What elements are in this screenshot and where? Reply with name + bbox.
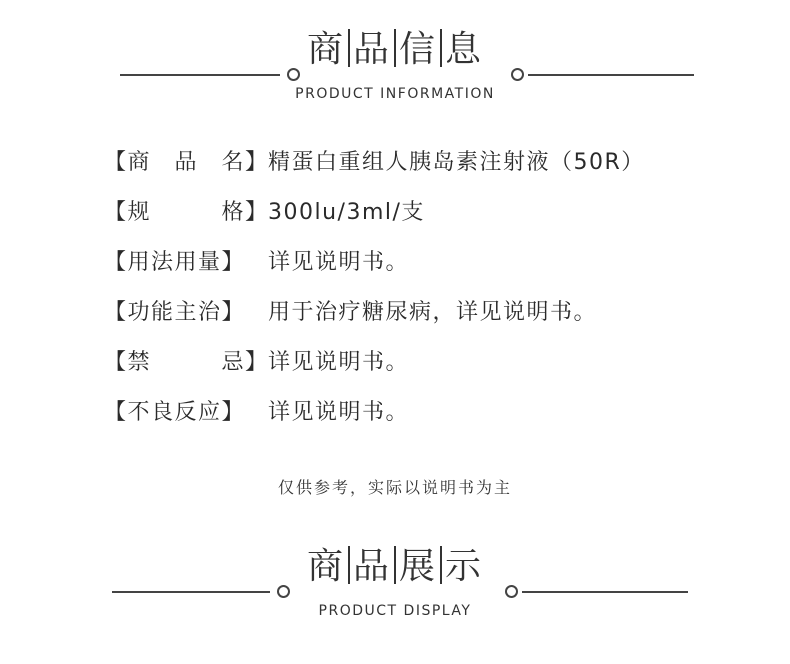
product-info-list xyxy=(104,145,744,445)
info-value: 详见说明书。 xyxy=(268,250,410,275)
title-char: 商 xyxy=(306,29,345,70)
info-label: 【用法用量】 xyxy=(104,250,246,275)
product-display-header xyxy=(0,545,790,619)
info-value: 详见说明书。 xyxy=(268,350,410,375)
info-value: 精蛋白重组人胰岛素注射液（50R） xyxy=(268,150,645,175)
section-subtitle: PRODUCT INFORMATION xyxy=(295,86,495,102)
title-char: 品 xyxy=(352,546,391,587)
title-char: 品 xyxy=(352,29,391,70)
header-right-line xyxy=(522,591,688,593)
info-value: 300lu/3ml/支 xyxy=(268,200,425,225)
title-char: 息 xyxy=(445,29,484,70)
info-value: 用于治疗糖尿病，详见说明书。 xyxy=(268,300,598,325)
info-label: 【不良反应】 xyxy=(104,400,246,425)
info-row-usage xyxy=(104,245,744,295)
info-row-name xyxy=(104,145,744,195)
header-right-line xyxy=(528,74,694,76)
title-char: 展 xyxy=(399,546,438,587)
section-subtitle: PRODUCT DISPLAY xyxy=(318,603,472,619)
title-char: 示 xyxy=(445,546,484,587)
product-information-header xyxy=(0,28,790,102)
title-char: 信 xyxy=(399,29,438,70)
info-label: 【商 品 名】 xyxy=(104,150,269,175)
section-title xyxy=(0,28,790,72)
info-label: 【禁 忌】 xyxy=(104,350,269,375)
info-row-contraindication xyxy=(104,345,744,395)
title-char: 商 xyxy=(306,546,345,587)
info-row-adverse-reactions xyxy=(104,395,744,445)
disclaimer-note: 仅供参考，实际以说明书为主 xyxy=(277,478,512,497)
info-label: 【规 格】 xyxy=(104,200,269,225)
header-left-line xyxy=(112,591,270,593)
info-label: 【功能主治】 xyxy=(104,300,246,325)
info-row-indication xyxy=(104,295,744,345)
section-title xyxy=(0,545,790,589)
info-value: 详见说明书。 xyxy=(268,400,410,425)
info-row-spec xyxy=(104,195,744,245)
header-left-line xyxy=(120,74,280,76)
